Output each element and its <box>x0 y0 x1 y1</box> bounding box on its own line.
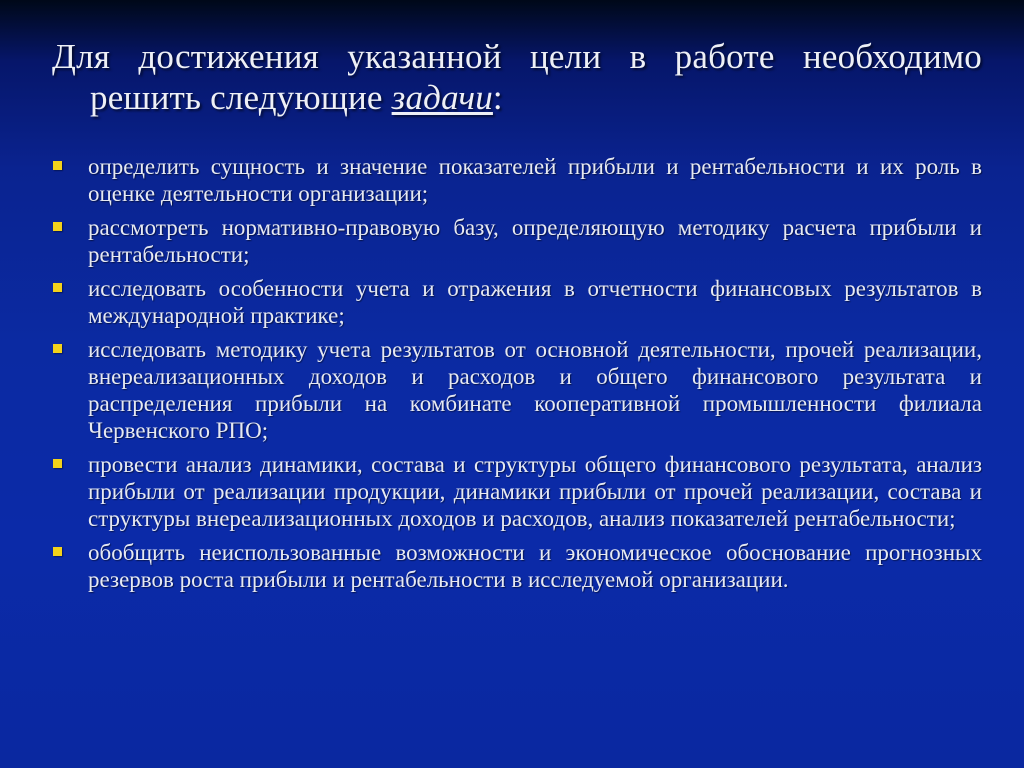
square-bullet-icon <box>53 283 62 292</box>
list-item-text: рассмотреть нормативно-правовую базу, определяющую методику расчета прибыли и рентабельности; <box>88 215 982 267</box>
list-item <box>52 214 982 268</box>
list-item-text: определить сущность и значение показателей прибыли и рентабельности и их роль в оценке деятельности организации; <box>88 154 982 206</box>
list-item <box>52 336 982 444</box>
list-item <box>52 275 982 329</box>
task-list <box>52 153 982 600</box>
title-line-2 <box>52 77 982 118</box>
list-item <box>52 451 982 532</box>
title-emphasis: задачи <box>391 78 493 117</box>
list-item <box>52 153 982 207</box>
list-item-text: обобщить неиспользованные возможности и экономическое обоснование прогнозных резервов роста прибыли и рентабельности в исследуемой организации. <box>88 540 982 592</box>
list-item <box>52 539 982 593</box>
title-line-1: Для достижения указанной цели в работе необходимо <box>52 37 982 76</box>
list-item-text: провести анализ динамики, состава и структуры общего финансового результата, анализ прибыли от реализации продукции, динамики прибыли от прочей реализации, состава и структуры внереализационных доходов и расходов, анализ показателей рентабельности; <box>88 452 982 531</box>
square-bullet-icon <box>53 547 62 556</box>
square-bullet-icon <box>53 459 62 468</box>
square-bullet-icon <box>53 161 62 170</box>
slide-title <box>52 36 982 118</box>
title-line-2-suffix: : <box>492 78 503 117</box>
square-bullet-icon <box>53 222 62 231</box>
title-line-2-prefix: решить следующие <box>90 78 392 117</box>
list-item-text: исследовать особенности учета и отражения в отчетности финансовых результатов в международной практике; <box>88 276 982 328</box>
list-item-text: исследовать методику учета результатов от основной деятельности, прочей реализации, внереализационных доходов и расходов и общего финансового результата и распределения прибыли на комбинате кооперативной промышленности филиала Червенского РПО; <box>88 337 982 443</box>
square-bullet-icon <box>53 344 62 353</box>
